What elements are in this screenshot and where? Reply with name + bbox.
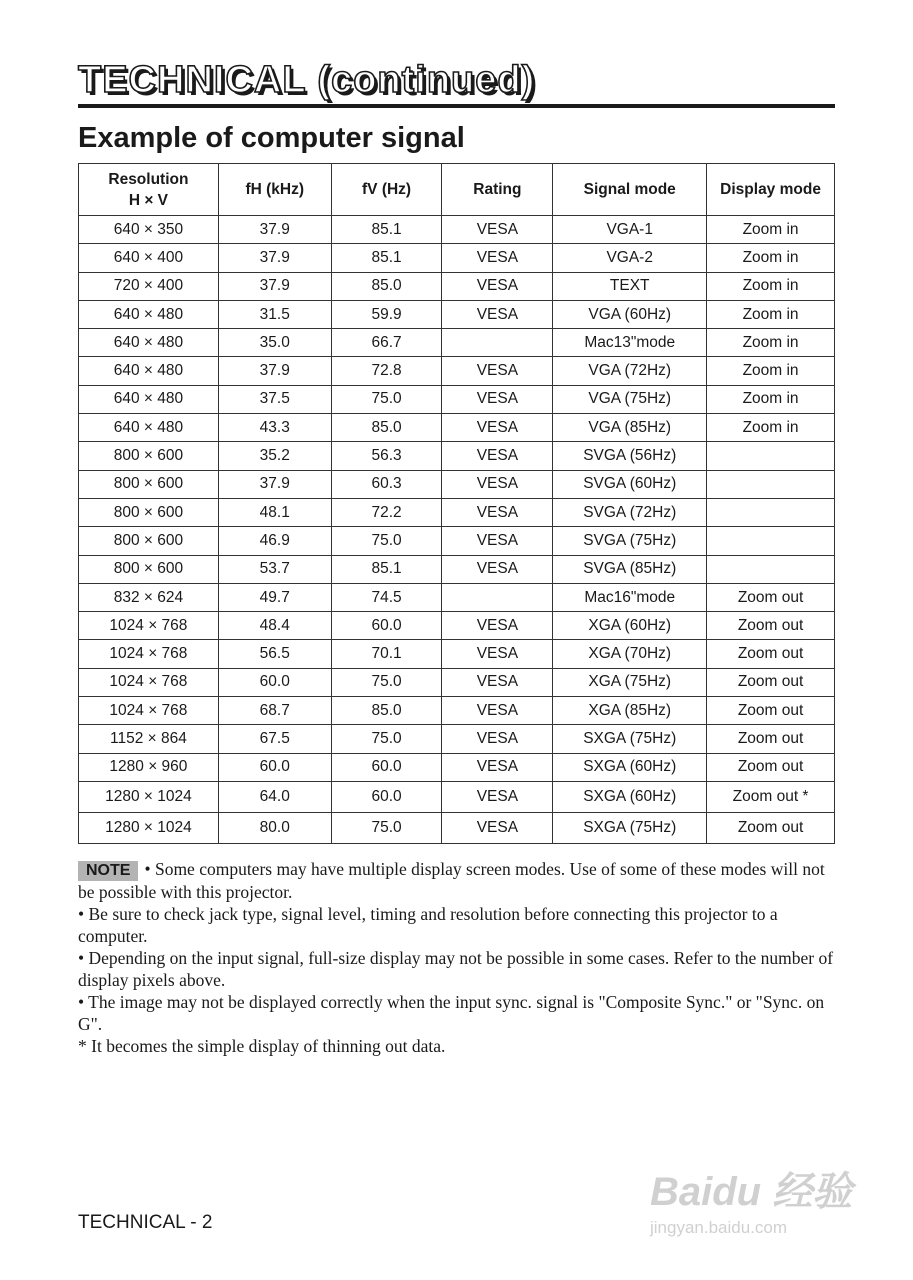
table-cell: 640 × 480 bbox=[79, 329, 219, 357]
table-cell: Zoom in bbox=[707, 329, 835, 357]
table-cell: Zoom out bbox=[707, 668, 835, 696]
table-cell: 800 × 600 bbox=[79, 470, 219, 498]
table-cell: Zoom in bbox=[707, 300, 835, 328]
table-cell: 60.0 bbox=[218, 753, 331, 781]
column-header: fV (Hz) bbox=[331, 164, 442, 216]
table-cell: 53.7 bbox=[218, 555, 331, 583]
table-cell: SVGA (72Hz) bbox=[553, 498, 707, 526]
table-cell: VESA bbox=[442, 668, 553, 696]
table-cell: Mac16"mode bbox=[553, 583, 707, 611]
column-header: Rating bbox=[442, 164, 553, 216]
table-cell: 37.5 bbox=[218, 385, 331, 413]
table-cell: 72.2 bbox=[331, 498, 442, 526]
table-cell: 74.5 bbox=[331, 583, 442, 611]
table-cell: Zoom out bbox=[707, 812, 835, 843]
table-cell: 80.0 bbox=[218, 812, 331, 843]
table-cell: 85.0 bbox=[331, 697, 442, 725]
table-cell bbox=[442, 329, 553, 357]
table-row bbox=[79, 244, 835, 272]
table-cell: VESA bbox=[442, 781, 553, 812]
table-cell: 1280 × 1024 bbox=[79, 812, 219, 843]
table-cell: 37.9 bbox=[218, 357, 331, 385]
table-cell: 70.1 bbox=[331, 640, 442, 668]
table-cell: Zoom in bbox=[707, 385, 835, 413]
table-cell: VESA bbox=[442, 498, 553, 526]
table-row bbox=[79, 272, 835, 300]
table-cell: SXGA (75Hz) bbox=[553, 725, 707, 753]
table-cell: 75.0 bbox=[331, 385, 442, 413]
table-row bbox=[79, 414, 835, 442]
table-cell: XGA (70Hz) bbox=[553, 640, 707, 668]
table-cell: Zoom out bbox=[707, 612, 835, 640]
table-row bbox=[79, 753, 835, 781]
column-header: Resolution H × V bbox=[79, 164, 219, 216]
table-cell: VGA (72Hz) bbox=[553, 357, 707, 385]
table-cell: VESA bbox=[442, 414, 553, 442]
table-cell: 1024 × 768 bbox=[79, 640, 219, 668]
table-cell: 1024 × 768 bbox=[79, 612, 219, 640]
table-cell: VESA bbox=[442, 385, 553, 413]
table-cell: Zoom in bbox=[707, 357, 835, 385]
table-row bbox=[79, 555, 835, 583]
table-cell: Zoom out bbox=[707, 753, 835, 781]
table-cell: 31.5 bbox=[218, 300, 331, 328]
table-cell: 60.0 bbox=[331, 612, 442, 640]
table-cell: 72.8 bbox=[331, 357, 442, 385]
table-row bbox=[79, 697, 835, 725]
table-cell: 1024 × 768 bbox=[79, 697, 219, 725]
table-cell: SVGA (75Hz) bbox=[553, 527, 707, 555]
table-cell: 56.5 bbox=[218, 640, 331, 668]
table-cell: SXGA (60Hz) bbox=[553, 753, 707, 781]
table-cell: Zoom out bbox=[707, 583, 835, 611]
note-item: • Be sure to check jack type, signal level, timing and resolution before connecting this projector to a computer. bbox=[78, 904, 778, 946]
table-cell: 85.0 bbox=[331, 414, 442, 442]
table-cell bbox=[442, 583, 553, 611]
column-header: Display mode bbox=[707, 164, 835, 216]
table-cell: 35.0 bbox=[218, 329, 331, 357]
table-cell: VESA bbox=[442, 442, 553, 470]
table-cell: VESA bbox=[442, 300, 553, 328]
table-cell bbox=[707, 527, 835, 555]
table-cell: 640 × 480 bbox=[79, 300, 219, 328]
table-cell: 37.9 bbox=[218, 470, 331, 498]
table-cell: 75.0 bbox=[331, 725, 442, 753]
table-cell: XGA (85Hz) bbox=[553, 697, 707, 725]
table-cell: 68.7 bbox=[218, 697, 331, 725]
table-cell: VESA bbox=[442, 216, 553, 244]
table-cell: 800 × 600 bbox=[79, 555, 219, 583]
table-row bbox=[79, 329, 835, 357]
table-cell: VGA (75Hz) bbox=[553, 385, 707, 413]
table-cell: Zoom in bbox=[707, 244, 835, 272]
table-cell: VESA bbox=[442, 725, 553, 753]
note-item: * It becomes the simple display of thinning out data. bbox=[78, 1036, 446, 1056]
watermark-url: jingyan.baidu.com bbox=[650, 1218, 788, 1237]
table-cell: Zoom out bbox=[707, 725, 835, 753]
table-cell: 720 × 400 bbox=[79, 272, 219, 300]
table-cell: 75.0 bbox=[331, 812, 442, 843]
table-cell: 56.3 bbox=[331, 442, 442, 470]
table-cell: VESA bbox=[442, 612, 553, 640]
table-cell bbox=[707, 442, 835, 470]
note-item: NOTE • Some computers may have multiple display screen modes. Use of some of these modes will not be possible with this projector. bbox=[78, 859, 825, 902]
table-cell: VESA bbox=[442, 697, 553, 725]
table-cell: SVGA (85Hz) bbox=[553, 555, 707, 583]
table-row bbox=[79, 498, 835, 526]
table-cell: 60.3 bbox=[331, 470, 442, 498]
table-cell: XGA (75Hz) bbox=[553, 668, 707, 696]
table-cell: 800 × 600 bbox=[79, 498, 219, 526]
note-item: • The image may not be displayed correctly when the input sync. signal is "Composite Sync." or "Sync. on G". bbox=[78, 992, 825, 1034]
table-cell: 37.9 bbox=[218, 244, 331, 272]
table-cell: Zoom out bbox=[707, 697, 835, 725]
table-cell: 48.4 bbox=[218, 612, 331, 640]
table-cell: 59.9 bbox=[331, 300, 442, 328]
table-cell: 640 × 350 bbox=[79, 216, 219, 244]
table-cell: 1280 × 960 bbox=[79, 753, 219, 781]
table-cell: SXGA (75Hz) bbox=[553, 812, 707, 843]
table-cell: VGA-2 bbox=[553, 244, 707, 272]
table-cell: VESA bbox=[442, 527, 553, 555]
table-header-row bbox=[79, 164, 835, 216]
table-row bbox=[79, 527, 835, 555]
table-cell: VESA bbox=[442, 640, 553, 668]
table-row bbox=[79, 385, 835, 413]
table-cell: Zoom out * bbox=[707, 781, 835, 812]
table-cell bbox=[707, 498, 835, 526]
table-cell: 85.1 bbox=[331, 244, 442, 272]
table-cell: 60.0 bbox=[331, 753, 442, 781]
table-cell: 75.0 bbox=[331, 527, 442, 555]
table-cell: VGA (85Hz) bbox=[553, 414, 707, 442]
table-cell: SVGA (56Hz) bbox=[553, 442, 707, 470]
table-row bbox=[79, 668, 835, 696]
table-cell: VESA bbox=[442, 244, 553, 272]
table-cell bbox=[707, 470, 835, 498]
table-cell: 37.9 bbox=[218, 216, 331, 244]
table-row bbox=[79, 612, 835, 640]
page-title: TECHNICAL (continued) bbox=[78, 59, 536, 101]
table-cell: VGA-1 bbox=[553, 216, 707, 244]
table-row bbox=[79, 812, 835, 843]
table-cell: Zoom in bbox=[707, 272, 835, 300]
title-rule bbox=[78, 104, 835, 108]
table-cell: 640 × 480 bbox=[79, 357, 219, 385]
table-cell: TEXT bbox=[553, 272, 707, 300]
table-cell bbox=[707, 555, 835, 583]
table-cell: 75.0 bbox=[331, 668, 442, 696]
table-cell: VESA bbox=[442, 357, 553, 385]
table-cell: 48.1 bbox=[218, 498, 331, 526]
table-row bbox=[79, 725, 835, 753]
table-cell: 49.7 bbox=[218, 583, 331, 611]
table-cell: 46.9 bbox=[218, 527, 331, 555]
column-header: Signal mode bbox=[553, 164, 707, 216]
notes bbox=[78, 858, 838, 1057]
signal-table bbox=[78, 163, 835, 844]
table-cell: VESA bbox=[442, 470, 553, 498]
table-cell: 60.0 bbox=[331, 781, 442, 812]
section-title: Example of computer signal bbox=[78, 122, 465, 154]
table-cell: 832 × 624 bbox=[79, 583, 219, 611]
table-row bbox=[79, 300, 835, 328]
table-cell: 640 × 480 bbox=[79, 385, 219, 413]
table-cell: 800 × 600 bbox=[79, 442, 219, 470]
table-cell: 67.5 bbox=[218, 725, 331, 753]
table-cell: Mac13"mode bbox=[553, 329, 707, 357]
table-cell: 37.9 bbox=[218, 272, 331, 300]
table-row bbox=[79, 640, 835, 668]
table-row bbox=[79, 216, 835, 244]
table-cell: 66.7 bbox=[331, 329, 442, 357]
table-row bbox=[79, 781, 835, 812]
table-cell: 43.3 bbox=[218, 414, 331, 442]
table-cell: 1152 × 864 bbox=[79, 725, 219, 753]
table-cell: 85.1 bbox=[331, 555, 442, 583]
note-item: • Depending on the input signal, full-size display may not be possible in some cases. Refer to the number of display pixels above. bbox=[78, 948, 834, 990]
watermark-logo: Baidu 经验 bbox=[650, 1170, 853, 1214]
table-cell: 800 × 600 bbox=[79, 527, 219, 555]
table-cell: VGA (60Hz) bbox=[553, 300, 707, 328]
table-row bbox=[79, 442, 835, 470]
note-badge: NOTE bbox=[78, 861, 138, 881]
table-row bbox=[79, 583, 835, 611]
table-cell: 35.2 bbox=[218, 442, 331, 470]
table-row bbox=[79, 357, 835, 385]
table-row bbox=[79, 470, 835, 498]
table-cell: 1024 × 768 bbox=[79, 668, 219, 696]
table-cell: 60.0 bbox=[218, 668, 331, 696]
column-header: fH (kHz) bbox=[218, 164, 331, 216]
table-cell: XGA (60Hz) bbox=[553, 612, 707, 640]
table-cell: SVGA (60Hz) bbox=[553, 470, 707, 498]
table-cell: 640 × 400 bbox=[79, 244, 219, 272]
table-cell: SXGA (60Hz) bbox=[553, 781, 707, 812]
page-footer: TECHNICAL - 2 bbox=[78, 1212, 213, 1233]
table-cell: VESA bbox=[442, 812, 553, 843]
table-cell: VESA bbox=[442, 753, 553, 781]
table-cell: 85.0 bbox=[331, 272, 442, 300]
table-cell: 64.0 bbox=[218, 781, 331, 812]
table-cell: 1280 × 1024 bbox=[79, 781, 219, 812]
table-cell: 85.1 bbox=[331, 216, 442, 244]
table-cell: Zoom in bbox=[707, 414, 835, 442]
table-cell: VESA bbox=[442, 555, 553, 583]
table-cell: Zoom out bbox=[707, 640, 835, 668]
table-cell: VESA bbox=[442, 272, 553, 300]
table-cell: Zoom in bbox=[707, 216, 835, 244]
table-cell: 640 × 480 bbox=[79, 414, 219, 442]
